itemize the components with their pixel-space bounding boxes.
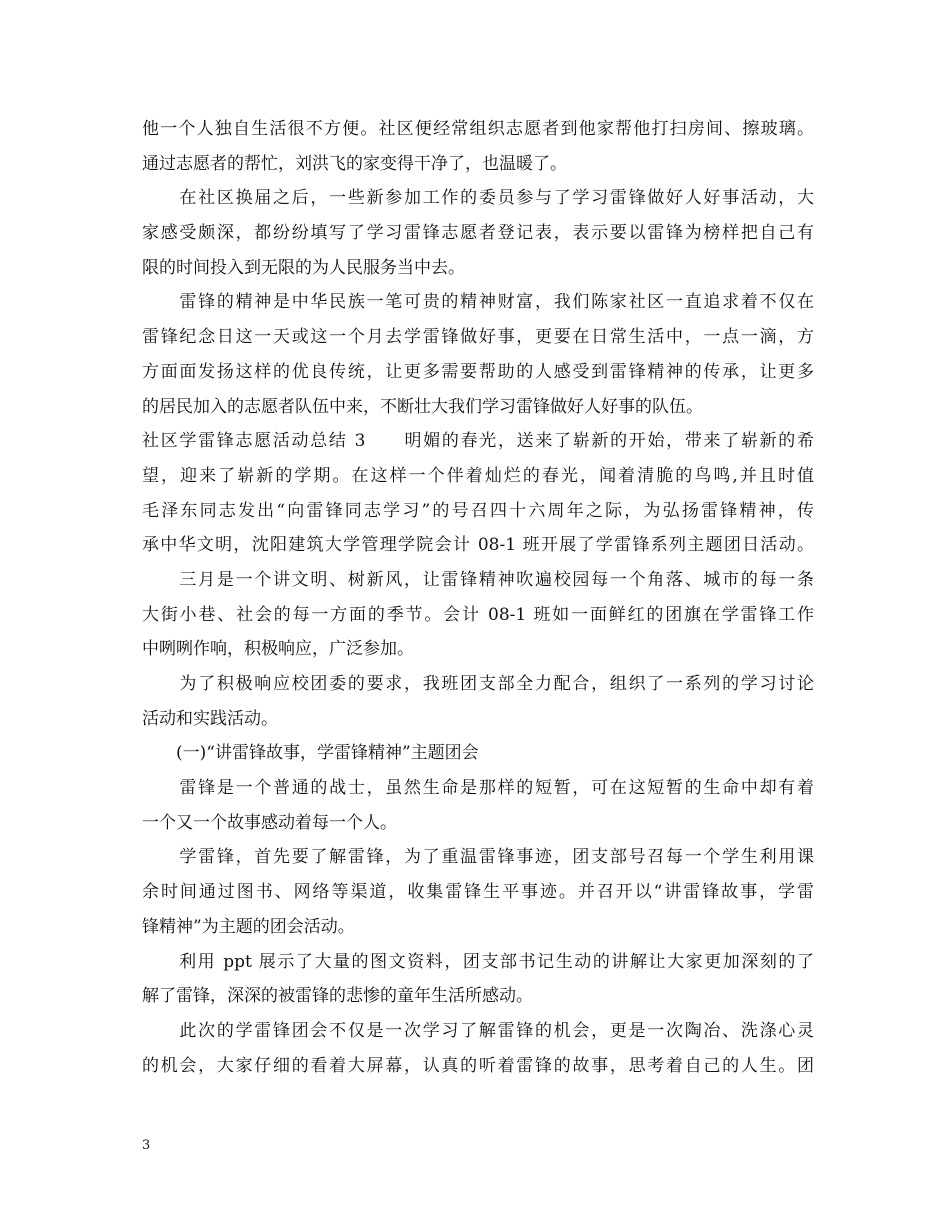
text-line: 为了积极响应校团委的要求，我班团支部全力配合，组织了一系列的学习讨论 <box>142 674 814 694</box>
text-line: 社区学雷锋志愿活动总结 3 明媚的春光，送来了崭新的开始，带来了崭新的希 <box>142 431 814 452</box>
text-line: 雷锋的精神是中华民族一笔可贵的精神财富，我们陈家社区一直追求着不仅在 <box>142 292 814 313</box>
text-line: 雷锋是一个普通的战士，虽然生命是那样的短暂，可在这短暂的生命中却有着 <box>142 778 814 799</box>
text-line: 的机会，大家仔细的看着大屏幕，认真的听着雷锋的故事，思考着自己的人生。团 <box>142 1055 814 1076</box>
text-line: 利用 ppt 展示了大量的图文资料，团支部书记生动的讲解让大家更加深刻的了 <box>142 951 814 972</box>
text-line: 大街小巷、社会的每一方面的季节。会计 08-1 班如一面鲜红的团旗在学雷锋工作 <box>142 604 814 625</box>
text-line: 中咧咧作响，积极响应，广泛参加。 <box>142 639 414 660</box>
text-line: 余时间通过图书、网络等渠道，收集雷锋生平事迹。并召开以“讲雷锋故事，学雷 <box>142 882 814 903</box>
page-number: 3 <box>142 1138 151 1153</box>
body-text <box>142 112 814 1083</box>
section-heading: (一)“讲雷锋故事，学雷锋精神”主题团会 <box>142 743 479 764</box>
text-line: 毛泽东同志发出“向雷锋同志学习”的号召四十六周年之际，为弘扬雷锋精神，传 <box>142 500 814 521</box>
text-line: 望，迎来了崭新的学期。在这样一个伴着灿烂的春光，闻着清脆的鸟鸣,并且时值 <box>142 465 814 486</box>
text-line: 在社区换届之后，一些新参加工作的委员参与了学习雷锋做好人好事活动，大 <box>142 188 814 209</box>
text-line: 方面面发扬这样的优良传统，让更多需要帮助的人感受到雷锋精神的传承，让更多 <box>142 361 814 382</box>
text-line: 雷锋纪念日这一天或这一个月去学雷锋做好事，更要在日常生活中，一点一滴，方 <box>142 327 814 348</box>
text-line: 学雷锋，首先要了解雷锋，为了重温雷锋事迹，团支部号召每一个学生利用课 <box>142 847 814 868</box>
text-line: 解了雷锋，深深的被雷锋的悲惨的童年生活所感动。 <box>142 986 533 1007</box>
text-line: 家感受颇深，都纷纷填写了学习雷锋志愿者登记表，表示要以雷锋为榜样把自己有 <box>142 223 814 244</box>
text-line: 一个又一个故事感动着每一个人。 <box>142 812 397 833</box>
text-line: 此次的学雷锋团会不仅是一次学习了解雷锋的机会，更是一次陶冶、洗涤心灵 <box>142 1020 814 1041</box>
text-line: 锋精神”为主题的团会活动。 <box>142 916 355 937</box>
text-line: 三月是一个讲文明、树新风，让雷锋精神吹遍校园每一个角落、城市的每一条 <box>142 569 814 590</box>
text-line: 的居民加入的志愿者队伍中来，不断壮大我们学习雷锋做好人好事的队伍。 <box>142 396 703 417</box>
text-line: 通过志愿者的帮忙，刘洪飞的家变得干净了，也温暖了。 <box>142 153 567 174</box>
text-line: 他一个人独自生活很不方便。社区便经常组织志愿者到他家帮他打扫房间、擦玻璃。 <box>142 119 814 139</box>
text-line: 承中华文明，沈阳建筑大学管理学院会计 08-1 班开展了学雷锋系列主题团日活动。 <box>142 535 814 556</box>
text-line: 限的时间投入到无限的为人民服务当中去。 <box>142 257 465 278</box>
text-line: 活动和实践活动。 <box>142 708 278 729</box>
